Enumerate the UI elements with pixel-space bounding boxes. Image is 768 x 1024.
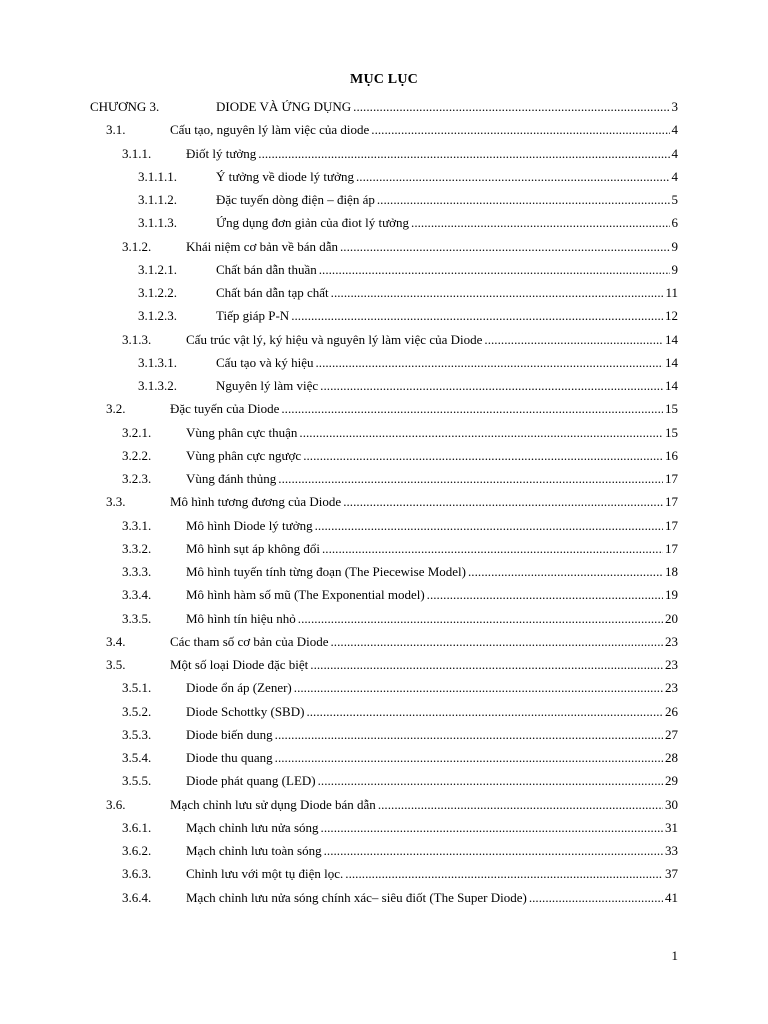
dot-leader bbox=[377, 188, 670, 211]
dot-leader bbox=[484, 328, 663, 351]
toc-entry[interactable] bbox=[0, 235, 768, 258]
toc-entry-line bbox=[186, 862, 678, 885]
toc-entry-page: 28 bbox=[665, 750, 678, 765]
toc-entry-page: 14 bbox=[665, 331, 678, 347]
toc-entry[interactable] bbox=[0, 583, 768, 606]
toc-entry-title: Diode ổn áp (Zener) bbox=[186, 680, 292, 696]
toc-entry-page: 17 bbox=[665, 494, 678, 510]
dot-leader bbox=[303, 444, 663, 467]
dot-leader bbox=[275, 723, 663, 746]
toc-entry-number: 3.5.2. bbox=[122, 703, 152, 719]
toc-entry-page: 29 bbox=[665, 773, 678, 789]
dot-leader bbox=[294, 676, 663, 699]
toc-entry-title: Mô hình Diode lý tưởng bbox=[186, 517, 313, 533]
dot-leader bbox=[291, 304, 663, 327]
toc-entry-number: 3.6.4. bbox=[122, 889, 152, 905]
dot-leader bbox=[324, 839, 663, 862]
toc-entry-line bbox=[216, 374, 678, 397]
toc-entry-page: 14 bbox=[665, 378, 678, 393]
toc-entry-title: Đặc tuyến của Diode bbox=[170, 401, 280, 417]
dot-leader bbox=[275, 746, 663, 769]
toc-entry-page: 9 bbox=[671, 238, 678, 254]
toc-entry-line bbox=[216, 211, 678, 234]
toc-entry-title: Mạch chỉnh lưu nửa sóng chính xác– siêu điốt (The Super Diode) bbox=[186, 889, 527, 905]
toc-entry-page: 37 bbox=[665, 866, 678, 882]
toc-entry[interactable] bbox=[0, 328, 768, 351]
toc-entry-line bbox=[216, 351, 678, 374]
toc-entry-number: 3.6.3. bbox=[122, 866, 152, 882]
toc-entry-line bbox=[216, 188, 678, 211]
toc-entry[interactable] bbox=[0, 467, 768, 490]
toc-entry-page: 12 bbox=[665, 308, 678, 324]
toc-entry-title: Diode Schottky (SBD) bbox=[186, 703, 305, 719]
toc-entry[interactable] bbox=[0, 514, 768, 537]
toc-entry-number: 3.4. bbox=[106, 633, 126, 649]
toc-entry[interactable] bbox=[0, 374, 768, 397]
toc-entry-title: Diode thu quang bbox=[186, 750, 273, 765]
dot-leader bbox=[322, 537, 663, 560]
toc-entry[interactable] bbox=[0, 700, 768, 723]
toc-entry-line bbox=[216, 95, 678, 118]
toc-entry-number: 3.5.1. bbox=[122, 680, 152, 696]
toc-entry-title: Vùng phân cực thuận bbox=[186, 424, 298, 440]
toc-entry-title: Mô hình sụt áp không đổi bbox=[186, 540, 320, 556]
toc-entry-line bbox=[186, 816, 678, 839]
toc-entry[interactable] bbox=[0, 421, 768, 444]
toc-entry[interactable] bbox=[0, 839, 768, 862]
toc-entry-number: 3.5.4. bbox=[122, 750, 152, 765]
toc-entry-number: 3.2. bbox=[106, 401, 126, 417]
toc-entry-title: Diode phát quang (LED) bbox=[186, 773, 316, 789]
toc-entry-page: 15 bbox=[665, 424, 678, 440]
dot-leader bbox=[353, 95, 669, 118]
toc-entry-page: 41 bbox=[665, 889, 678, 905]
toc-entry-page: 17 bbox=[665, 517, 678, 533]
dot-leader bbox=[343, 490, 663, 513]
toc-entry-title: Mạch chỉnh lưu toàn sóng bbox=[186, 843, 322, 858]
toc-entry-line bbox=[186, 560, 678, 583]
toc-entry-number: 3.5.3. bbox=[122, 726, 152, 742]
dot-leader bbox=[320, 374, 663, 397]
toc-entry-line bbox=[186, 328, 678, 351]
toc-entry-line bbox=[186, 676, 678, 699]
toc-entry-title: Điốt lý tưởng bbox=[186, 145, 257, 161]
toc-entry-title: Mô hình tuyến tính từng đoạn (The Piecewise Model) bbox=[186, 564, 466, 579]
toc-entry-page: 4 bbox=[671, 122, 678, 138]
toc-entry-title: Cấu tạo và ký hiệu bbox=[216, 354, 314, 370]
toc-entry-page: 33 bbox=[665, 843, 678, 858]
toc-entry-number: 3.3.1. bbox=[122, 517, 152, 533]
toc-entry-title: Chất bán dẫn tạp chất bbox=[216, 285, 329, 300]
toc-entry[interactable] bbox=[0, 862, 768, 885]
dot-leader bbox=[468, 560, 663, 583]
toc-entry-line bbox=[170, 397, 678, 420]
toc-entry-number: 3.3. bbox=[106, 494, 126, 510]
toc-entry-number: 3.1.1.3. bbox=[138, 215, 177, 231]
toc-entry-title: Tiếp giáp P-N bbox=[216, 308, 290, 324]
toc-entry[interactable] bbox=[0, 630, 768, 653]
toc-entry-line bbox=[170, 793, 678, 816]
toc-entry-number: 3.1.2. bbox=[122, 238, 152, 254]
dot-leader bbox=[340, 235, 670, 258]
toc-entry-line bbox=[186, 235, 678, 258]
dot-leader bbox=[411, 211, 669, 234]
toc-entry-number: CHƯƠNG 3. bbox=[90, 99, 160, 114]
toc-entry[interactable] bbox=[0, 723, 768, 746]
dot-leader bbox=[258, 142, 669, 165]
toc-entry[interactable] bbox=[0, 351, 768, 374]
toc-entry-page: 16 bbox=[665, 447, 678, 463]
dot-leader bbox=[306, 700, 663, 723]
toc-entry-title: Chỉnh lưu với một tụ điện lọc. bbox=[186, 866, 344, 882]
toc-entry-number: 3.3.4. bbox=[122, 587, 152, 603]
toc-entry-page: 31 bbox=[665, 819, 678, 835]
toc-entry-title: Đặc tuyến dòng điện – điện áp bbox=[216, 192, 375, 207]
toc-entry-page: 4 bbox=[671, 168, 678, 184]
dot-leader bbox=[298, 607, 663, 630]
toc-entry[interactable] bbox=[0, 188, 768, 211]
toc-entry-number: 3.1.1. bbox=[122, 145, 152, 161]
toc-entry-title: Mô hình tín hiệu nhỏ bbox=[186, 610, 296, 626]
toc-entry-line bbox=[216, 304, 678, 327]
toc-entry-page: 23 bbox=[665, 680, 678, 696]
toc-entry-line bbox=[186, 839, 678, 862]
toc-entry[interactable] bbox=[0, 490, 768, 513]
toc-entry-line bbox=[186, 514, 678, 537]
toc-entry[interactable] bbox=[0, 444, 768, 467]
dot-leader bbox=[345, 862, 663, 885]
toc-entry-number: 3.5.5. bbox=[122, 773, 152, 789]
toc-entry-number: 3.2.2. bbox=[122, 447, 152, 463]
toc-entry-line bbox=[170, 490, 678, 513]
toc-entry-title: Mô hình hàm số mũ (The Exponential model) bbox=[186, 587, 425, 603]
toc-entry[interactable] bbox=[0, 793, 768, 816]
dot-leader bbox=[378, 793, 663, 816]
toc-entry-title: Diode biến dung bbox=[186, 726, 273, 742]
toc-entry-number: 3.1.2.1. bbox=[138, 261, 177, 277]
toc-entry-line bbox=[216, 281, 678, 304]
toc-entry-number: 3.6.2. bbox=[122, 843, 152, 858]
toc-entry-number: 3.6. bbox=[106, 796, 126, 812]
toc-entry-title: Cấu trúc vật lý, ký hiệu và nguyên lý làm việc của Diode bbox=[186, 331, 483, 347]
toc-entry-page: 15 bbox=[665, 401, 678, 417]
toc-entry-line bbox=[186, 537, 678, 560]
dot-leader bbox=[310, 653, 663, 676]
toc-entry[interactable] bbox=[0, 886, 768, 909]
toc-entry-title: Vùng đánh thủng bbox=[186, 471, 277, 486]
dot-leader bbox=[315, 351, 663, 374]
toc-entry-page: 6 bbox=[671, 215, 678, 231]
toc-entry[interactable] bbox=[0, 95, 768, 118]
toc-entry-line bbox=[216, 258, 678, 281]
toc-title: MỤC LỤC bbox=[350, 72, 418, 87]
page-number: 1 bbox=[671, 948, 678, 963]
toc-entry-page: 18 bbox=[665, 564, 678, 579]
dot-leader bbox=[315, 514, 663, 537]
toc-entry-line bbox=[186, 583, 678, 606]
dot-leader bbox=[529, 886, 663, 909]
toc-entry[interactable] bbox=[0, 769, 768, 792]
toc-entry-number: 3.3.3. bbox=[122, 564, 152, 579]
toc-entry-line bbox=[186, 886, 678, 909]
toc-entry-line bbox=[186, 444, 678, 467]
toc-entry-title: Nguyên lý làm việc bbox=[216, 378, 319, 393]
toc-entry[interactable] bbox=[0, 560, 768, 583]
toc-entry[interactable] bbox=[0, 676, 768, 699]
toc-entry-title: Ứng dụng đơn giản của điot lý tưởng bbox=[216, 215, 410, 231]
toc-entry-title: Ý tưởng về diode lý tưởng bbox=[216, 168, 354, 184]
toc-entry[interactable] bbox=[0, 653, 768, 676]
toc-entry-title: Các tham số cơ bản của Diode bbox=[170, 633, 329, 649]
dot-leader bbox=[371, 118, 669, 141]
toc-entry-page: 14 bbox=[665, 354, 678, 370]
toc-entry-page: 30 bbox=[665, 796, 678, 812]
toc-entry-page: 5 bbox=[671, 192, 678, 207]
toc-entry-title: DIODE VÀ ỨNG DỤNG bbox=[216, 99, 352, 114]
toc-entry-line bbox=[186, 142, 678, 165]
toc-entry-line bbox=[186, 746, 678, 769]
toc-entry-number: 3.3.2. bbox=[122, 540, 152, 556]
dot-leader bbox=[321, 816, 663, 839]
toc-entry-title: Mô hình tương đương của Diode bbox=[170, 494, 342, 510]
toc-entry[interactable] bbox=[0, 142, 768, 165]
toc-entry-page: 9 bbox=[671, 261, 678, 277]
toc-list bbox=[0, 95, 768, 909]
toc-entry-number: 3.6.1. bbox=[122, 819, 152, 835]
dot-leader bbox=[318, 769, 663, 792]
toc-entry-line bbox=[186, 467, 678, 490]
toc-entry-title: Mạch chỉnh lưu nửa sóng bbox=[186, 819, 319, 835]
toc-entry-title: Chất bán dẫn thuần bbox=[216, 261, 317, 277]
toc-entry-line bbox=[216, 165, 678, 188]
toc-entry[interactable] bbox=[0, 211, 768, 234]
dot-leader bbox=[356, 165, 670, 188]
toc-entry-number: 3.1.3. bbox=[122, 331, 152, 347]
toc-entry-number: 3.2.1. bbox=[122, 424, 152, 440]
toc-entry-title: Mạch chỉnh lưu sử dụng Diode bán dẫn bbox=[170, 796, 376, 812]
toc-entry-line bbox=[186, 723, 678, 746]
toc-entry-page: 20 bbox=[665, 610, 678, 626]
toc-entry[interactable] bbox=[0, 258, 768, 281]
toc-entry-number: 3.1.3.1. bbox=[138, 354, 177, 370]
toc-entry-page: 19 bbox=[665, 587, 678, 603]
toc-entry-page: 26 bbox=[665, 703, 678, 719]
toc-entry-number: 3.3.5. bbox=[122, 610, 152, 626]
dot-leader bbox=[319, 258, 670, 281]
dot-leader bbox=[331, 630, 664, 653]
toc-entry-number: 3.5. bbox=[106, 657, 126, 672]
toc-entry-page: 27 bbox=[665, 726, 678, 742]
toc-entry-number: 3.1. bbox=[106, 122, 126, 138]
dot-leader bbox=[278, 467, 663, 490]
toc-entry[interactable] bbox=[0, 607, 768, 630]
toc-entry[interactable] bbox=[0, 537, 768, 560]
toc-entry-page: 3 bbox=[671, 99, 678, 114]
toc-entry[interactable] bbox=[0, 397, 768, 420]
toc-entry-number: 3.1.2.3. bbox=[138, 308, 177, 324]
dot-leader bbox=[281, 397, 663, 420]
dot-leader bbox=[331, 281, 664, 304]
toc-entry-line bbox=[186, 421, 678, 444]
toc-entry[interactable] bbox=[0, 165, 768, 188]
toc-entry-title: Vùng phân cực ngược bbox=[186, 447, 302, 463]
toc-entry[interactable] bbox=[0, 281, 768, 304]
toc-entry[interactable] bbox=[0, 816, 768, 839]
toc-entry-page: 17 bbox=[665, 540, 678, 556]
toc-entry-number: 3.1.2.2. bbox=[138, 285, 177, 300]
toc-entry-number: 3.1.1.2. bbox=[138, 192, 177, 207]
toc-entry-page: 23 bbox=[665, 657, 678, 672]
toc-entry-number: 3.1.1.1. bbox=[138, 168, 177, 184]
toc-entry-number: 3.1.3.2. bbox=[138, 378, 177, 393]
toc-entry-title: Cấu tạo, nguyên lý làm việc của diode bbox=[170, 122, 370, 138]
toc-entry-line bbox=[170, 118, 678, 141]
dot-leader bbox=[299, 421, 663, 444]
dot-leader bbox=[427, 583, 663, 606]
toc-entry[interactable] bbox=[0, 118, 768, 141]
toc-entry-line bbox=[186, 607, 678, 630]
toc-entry[interactable] bbox=[0, 304, 768, 327]
toc-entry-title: Khái niệm cơ bản về bán dẫn bbox=[186, 238, 338, 254]
toc-entry[interactable] bbox=[0, 746, 768, 769]
toc-entry-line bbox=[186, 700, 678, 723]
toc-entry-page: 23 bbox=[665, 633, 678, 649]
toc-entry-title: Một số loại Diode đặc biệt bbox=[170, 657, 309, 672]
toc-entry-page: 11 bbox=[665, 285, 678, 300]
toc-entry-page: 17 bbox=[665, 471, 678, 486]
toc-entry-line bbox=[170, 653, 678, 676]
toc-entry-line bbox=[170, 630, 678, 653]
toc-entry-number: 3.2.3. bbox=[122, 471, 152, 486]
toc-entry-line bbox=[186, 769, 678, 792]
toc-entry-page: 4 bbox=[671, 145, 678, 161]
